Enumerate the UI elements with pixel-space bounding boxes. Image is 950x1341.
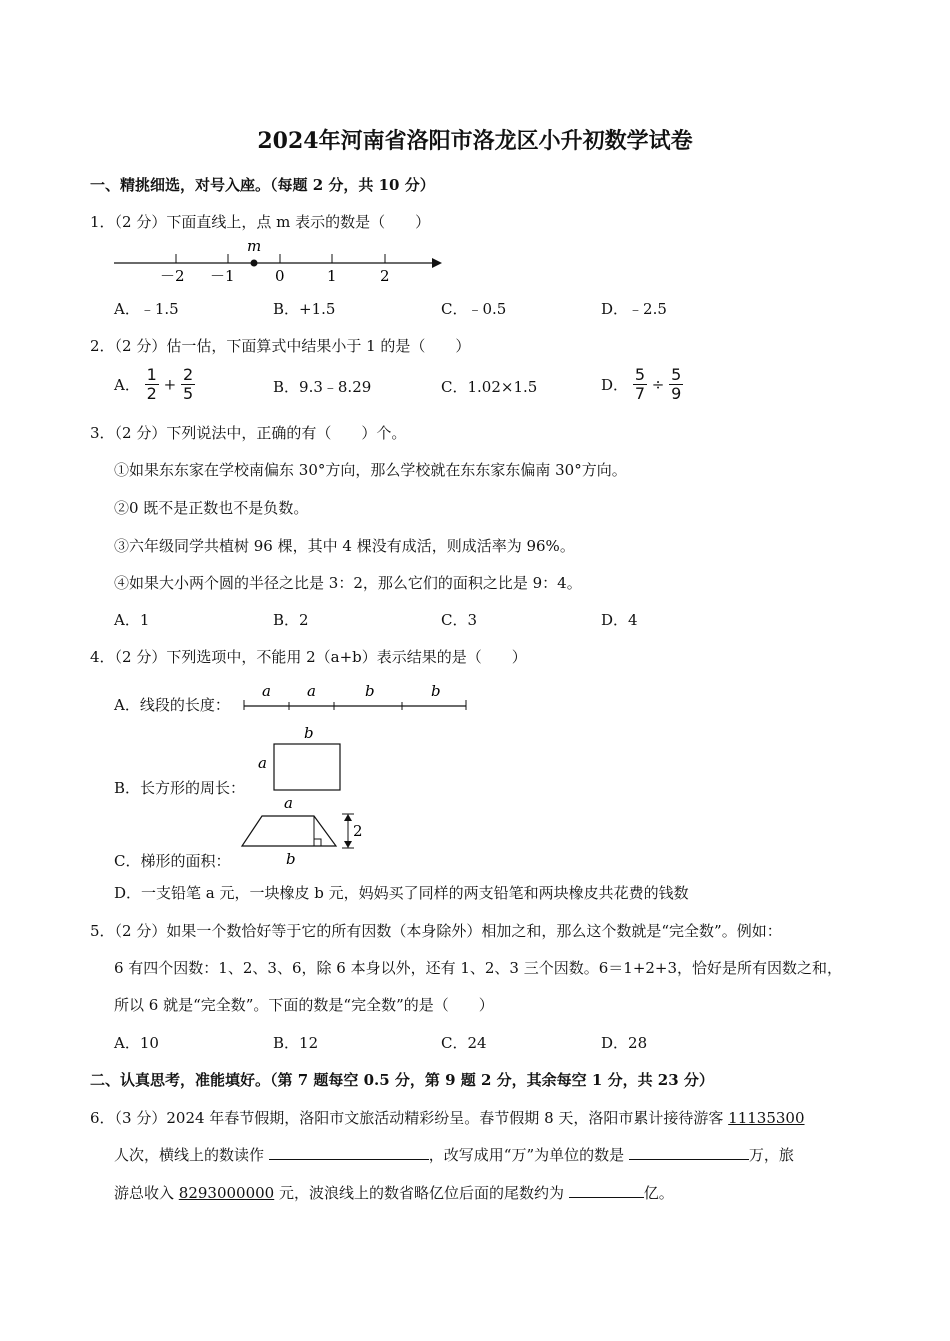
- q1-number-line: [110, 236, 450, 286]
- fraction: $\frac{2}{5}$: [182, 365, 194, 403]
- q6-text: 万，旅: [748, 1146, 794, 1164]
- q4-rectangle-figure: [254, 722, 350, 794]
- q5-option-c: C．24: [441, 1034, 487, 1052]
- answer-blank[interactable]: [629, 1145, 749, 1160]
- q1-stem: 1．（2 分）下面直线上，点 m 表示的数是（ ）: [90, 213, 431, 231]
- tick-label: 0: [275, 267, 285, 285]
- q2-stem: 2．（2 分）估一估，下面算式中结果小于 1 的是（ ）: [90, 337, 471, 355]
- q6-text: 元，波浪线上的数省略亿位后面的尾数约为: [274, 1184, 569, 1202]
- q4-segment-figure: [240, 680, 472, 714]
- segment-label: a: [262, 682, 271, 700]
- segment-label: b: [431, 682, 441, 700]
- point-m-label: m: [247, 237, 262, 255]
- q3-stem: 3．（2 分）下列说法中，正确的有（ ）个。: [90, 424, 407, 442]
- section-1-heading: 一、精挑细选，对号入座。（每题 2 分，共 10 分）: [90, 176, 435, 194]
- dimension-arrow-down: [344, 841, 352, 848]
- q6-text: 6．（3 分）2024 年春节假期，洛阳市文旅活动精彩纷呈。春节假期 8 天，洛阳市累计接待游客: [90, 1109, 729, 1127]
- number-line-arrow: [432, 258, 442, 268]
- dimension-arrow-up: [344, 814, 352, 821]
- rectangle: [274, 744, 340, 790]
- q6-underlined-number: 11135300: [728, 1109, 805, 1127]
- q1-option-b: B．+1.5: [273, 300, 336, 318]
- q5-option-b: B．12: [273, 1034, 319, 1052]
- q2-option-b: B．9.3﹣8.29: [273, 378, 372, 396]
- fraction: $\frac{1}{2}$: [146, 365, 157, 403]
- section-2-heading: 二、认真思考，准能填好。（第 7 题每空 0.5 分，第 9 题 2 分，其余每空 1 分，共 23 分）: [90, 1071, 714, 1089]
- q3-option-a: A．1: [114, 611, 150, 629]
- q6-text: 亿。: [643, 1184, 674, 1202]
- answer-blank[interactable]: [569, 1183, 644, 1198]
- q6-wavy-number: 8293000000: [178, 1184, 275, 1202]
- q3-statement-4: ④如果大小两个圆的半径之比是 3：2，那么它们的面积之比是 9：4。: [114, 574, 582, 592]
- tick-label: －1: [210, 267, 235, 285]
- page-title: 2024年河南省洛阳市洛龙区小升初数学试卷: [257, 128, 693, 154]
- q4-trapezoid-figure: [238, 792, 368, 870]
- q2-option-c: C．1.02×1.5: [441, 378, 538, 396]
- option-letter: A．: [114, 376, 140, 394]
- q5-option-a: A．10: [114, 1034, 159, 1052]
- answer-blank[interactable]: [269, 1145, 429, 1160]
- trapezoid-top-label: a: [284, 794, 293, 812]
- q1-option-a: A．﹣1.5: [114, 300, 179, 318]
- q6-text: ，改写成用“万”为单位的数是: [428, 1146, 629, 1164]
- fraction: $\frac{5}{7}$: [634, 365, 645, 403]
- point-m: [251, 260, 258, 267]
- q3-option-c: C．3: [441, 611, 478, 629]
- q3-option-b: B．2: [273, 611, 309, 629]
- q5-line-2: 6 有四个因数：1、2、3、6，除 6 本身以外，还有 1、2、3 三个因数。6＝1+2+3，恰好是所有因数之和，: [114, 959, 843, 977]
- q4-option-b: B．长方形的周长：: [114, 779, 246, 797]
- q3-statement-1: ①如果东东家在学校南偏东 30°方向，那么学校就在东东家东偏南 30°方向。: [114, 461, 627, 479]
- option-letter: D．: [601, 376, 629, 394]
- q6-text: 游总收入: [114, 1184, 179, 1202]
- q3-option-d: D．4: [601, 611, 638, 629]
- q3-statement-2: ②0 既不是正数也不是负数。: [114, 499, 309, 517]
- q5-line-1: 5．（2 分）如果一个数恰好等于它的所有因数（本身除外）相加之和，那么这个数就是“完全数”。例如：: [90, 922, 782, 940]
- q4-stem: 4．（2 分）下列选项中，不能用 2（a+b）表示结果的是（ ）: [90, 648, 527, 666]
- q2-option-d: [601, 366, 683, 403]
- segment-label: a: [307, 682, 316, 700]
- q3-statement-3: ③六年级同学共植树 96 棵，其中 4 棵没有成活，则成活率为 96%。: [114, 537, 575, 555]
- q2-option-a: [114, 366, 195, 403]
- q5-line-3: 所以 6 就是“完全数”。下面的数是“完全数”的是（ ）: [114, 996, 494, 1014]
- q1-option-c: C．﹣0.5: [441, 300, 507, 318]
- q4-option-a: A．线段的长度：: [114, 696, 230, 714]
- segment-label: b: [365, 682, 375, 700]
- trapezoid: [242, 816, 336, 846]
- q6-text: 人次，横线上的数读作: [114, 1146, 269, 1164]
- trapezoid-bottom-label: b: [286, 850, 296, 868]
- right-angle-mark: [314, 839, 321, 846]
- trapezoid-height-label: 2: [353, 822, 363, 840]
- q1-option-d: D．﹣2.5: [601, 300, 667, 318]
- q6-line-3: [114, 1182, 674, 1203]
- q6-line-2: [114, 1144, 794, 1165]
- fraction: $\frac{5}{9}$: [671, 365, 682, 403]
- tick-label: －2: [160, 267, 185, 285]
- q4-option-d: D．一支铅笔 a 元，一块橡皮 b 元，妈妈买了同样的两支铅笔和两块橡皮共花费的钱数: [114, 884, 689, 902]
- tick-label: 1: [327, 267, 337, 285]
- q6-line-1: [90, 1107, 805, 1128]
- rect-side-b-label: b: [304, 724, 314, 742]
- rect-side-a-label: a: [258, 754, 267, 772]
- operator: +: [163, 375, 177, 394]
- q4-option-c: C．梯形的面积：: [114, 852, 231, 870]
- operator: ÷: [651, 375, 665, 394]
- q5-option-d: D．28: [601, 1034, 648, 1052]
- tick-label: 2: [380, 267, 390, 285]
